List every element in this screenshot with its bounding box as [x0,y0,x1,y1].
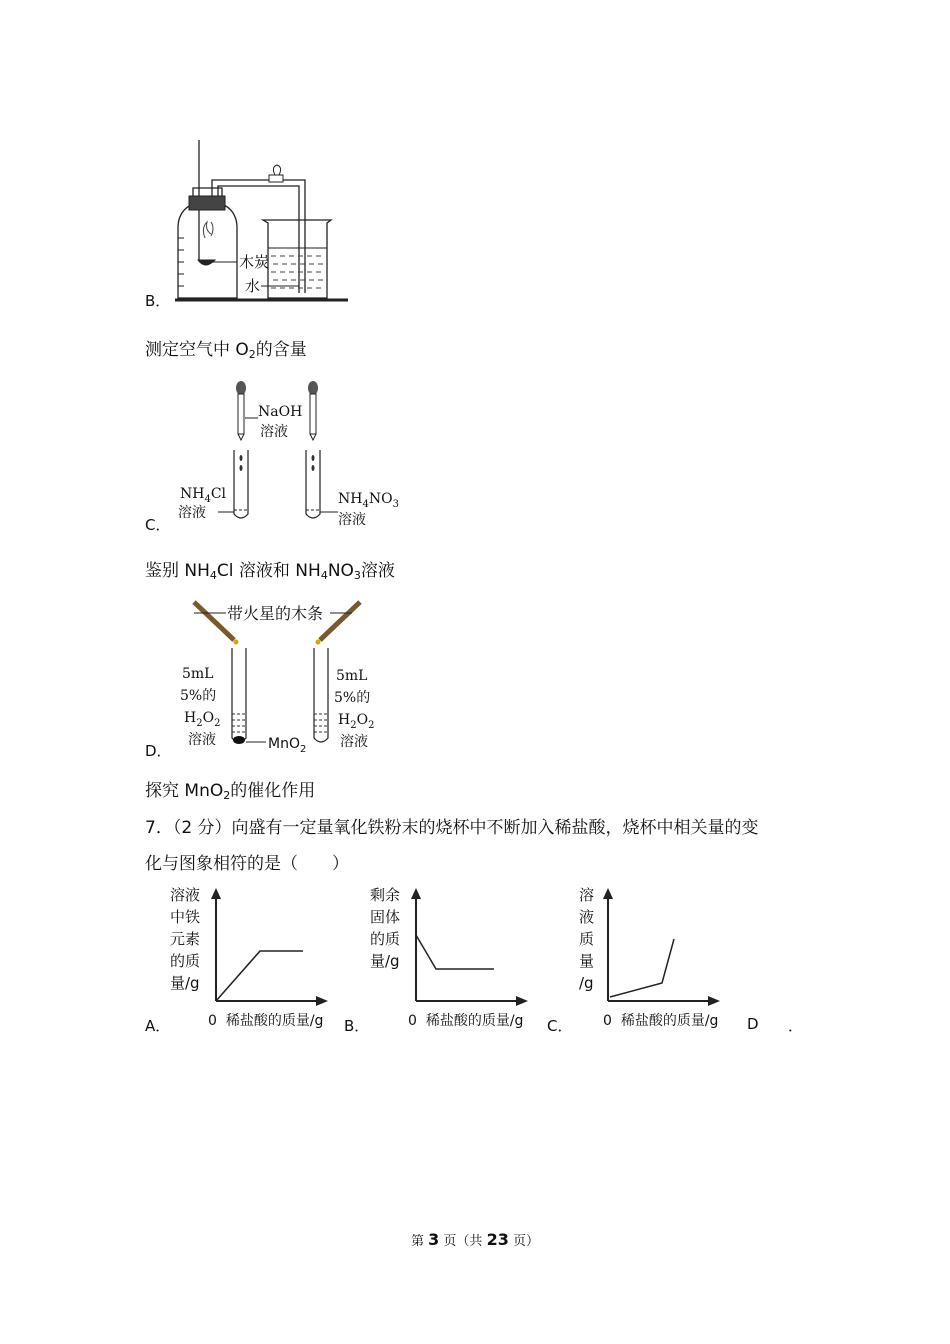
graph-c-xlabel: 0 稀盐酸的质量/g [603,1013,719,1029]
label-nh4cl-solution: 溶液 [178,505,206,521]
bottle-scale [178,238,184,286]
graph-c-ylabel: 溶 液 质 量 /g [579,886,595,992]
right-solution: 溶液 [340,734,368,750]
left-volume: 5mL [182,666,214,682]
clamp-top [273,165,280,175]
option-d-letter: D． [145,742,172,760]
bottle-stopper [189,196,225,210]
option-b-caption: 测定空气中 $O_2$的含量 [145,340,307,361]
page-total: 23 [486,1230,509,1249]
flame-lines [203,222,213,238]
splint-right [320,602,360,640]
graph-a-plot [208,885,330,1007]
option-b-letter: B． [145,292,171,310]
option-c-apparatus [170,378,410,528]
graph-a-curve [216,951,303,1001]
graph-b-xlabel: 0 稀盐酸的质量/g [408,1013,524,1029]
mno2-powder [233,736,245,744]
dropper-left [236,381,246,440]
graph-d-trailing: ． [788,1017,804,1035]
option-d-caption: 探究 MnO$_2$的催化作用 [145,781,316,802]
option-d-apparatus [170,596,390,756]
graph-d-letter: D [747,1015,759,1033]
graph-a-ylabel: 溶液 中铁 元素 的质 量/g [170,886,201,992]
option-c-letter: C． [145,516,171,534]
left-h2o2: $H_2O_2$ [184,710,221,729]
option-c-caption: 鉴别 $NH_4Cl$ 溶液和 $NH_4NO_3$溶液 [145,561,395,582]
question-7-line-2: 化与图象相符的是（ ） [145,854,349,874]
combustion-spoon [198,260,215,265]
graph-b-plot [408,885,530,1007]
right-volume: 5mL [336,668,368,684]
test-tube-left [232,648,246,742]
label-nh4no3: $NH_4NO_3$ [338,491,399,510]
option-b-apparatus [165,138,355,306]
graph-b-curve [416,935,494,969]
water-dashes [271,256,325,288]
label-naoh: NaOH [258,404,303,420]
left-solution: 溶液 [188,732,216,748]
tube-clamp [269,175,283,182]
label-charcoal: 木炭 [239,253,270,271]
graph-b-ylabel: 剩余 固体 的质 量/g [370,886,401,970]
label-water: 水 [245,277,261,295]
label-nh4cl: $NH_4Cl$ [180,486,227,505]
page-number: 3 [428,1230,440,1249]
test-tube-right [314,648,328,742]
graph-a-letter: A． [145,1017,171,1035]
graph-b-letter: B． [344,1017,370,1035]
graph-c-letter: C． [547,1017,573,1035]
right-h2o2: $H_2O_2$ [338,712,375,731]
label-nh4no3-solution: 溶液 [338,512,366,528]
label-mno2: MnO$_2$ [268,736,307,755]
dropper-right [308,381,318,440]
question-7-line-1: 7．（2 分）向盛有一定量氧化铁粉末的烧杯中不断加入稀盐酸，烧杯中相关量的变 [145,818,759,838]
label-naoh-solution: 溶液 [260,424,288,440]
page-footer: 第 3 页（共 23 页） [411,1230,539,1249]
right-concentration: 5%的 [334,690,371,706]
graph-c-curve [610,939,674,997]
label-glowing-splint: 带火星的木条 [227,604,324,623]
left-concentration: 5%的 [180,688,217,704]
graph-a-xlabel: 0 稀盐酸的质量/g [208,1013,324,1029]
graph-c-plot [600,885,722,1007]
